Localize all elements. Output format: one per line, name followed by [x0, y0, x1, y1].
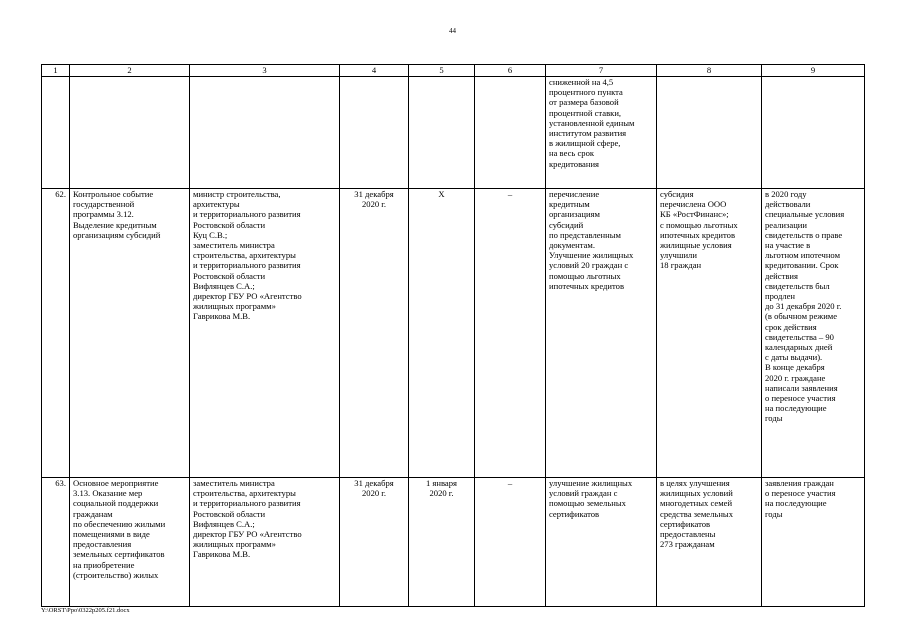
table-body — [42, 77, 865, 607]
cell-text-line: заместитель министра — [193, 240, 275, 251]
cell-text-line: перечисление — [549, 189, 600, 199]
cell-text-line: до 31 декабря 2020 г. — [765, 301, 842, 312]
table-cell-col9 — [762, 77, 865, 189]
cell-text-line: свидетельства – 90 — [765, 331, 834, 342]
cell-text-line: кредитовании. Срок — [765, 260, 839, 271]
cell-text-line: на приобретение — [73, 559, 135, 570]
cell-text-line: Контрольное событие — [73, 189, 154, 199]
table-cell-col9 — [762, 189, 865, 478]
cell-text-line: заместитель министра — [193, 478, 275, 488]
column-header-9: 9 — [762, 65, 865, 77]
cell-text-line: государственной — [73, 199, 135, 210]
cell-text-line: жилищных условий — [660, 488, 733, 499]
cell-text-line: Гаврикова М.В. — [193, 549, 251, 560]
cell-text-line: улучшение жилищных — [549, 478, 633, 488]
cell-text-line: в 2020 году — [765, 189, 807, 199]
cell-text-line: В конце декабря — [765, 362, 825, 373]
cell-text-line: Выделение кредитным — [73, 219, 157, 230]
cell-text-line: Х — [438, 189, 445, 199]
table-cell-col3 — [190, 478, 340, 607]
cell-text-line: директор ГБУ РО «Агентство — [193, 529, 302, 540]
cell-text-line: 2020 г. граждане — [765, 372, 826, 383]
cell-text-line: сертификатов — [549, 508, 600, 519]
cell-text-line: написали заявления — [765, 382, 838, 393]
column-header-3: 3 — [190, 65, 340, 77]
table-cell-col2 — [70, 189, 190, 478]
cell-text-line: свидетельств был — [765, 280, 830, 291]
cell-text-line: 31 декабря — [354, 189, 394, 199]
cell-text-line: программы 3.12. — [73, 209, 134, 220]
cell-text-line: установленной единым — [549, 117, 635, 128]
cell-text-line: предоставлены — [660, 529, 716, 540]
cell-text-line: Куц С.В.; — [193, 229, 228, 240]
table-cell-col8 — [657, 189, 762, 478]
table-cell-col8 — [657, 478, 762, 607]
cell-text-line: улучшили — [660, 250, 697, 261]
column-header-4: 4 — [340, 65, 409, 77]
table-cell-col8 — [657, 77, 762, 189]
column-header-2: 2 — [70, 65, 190, 77]
cell-text-line: 2020 г. — [361, 488, 387, 499]
cell-text-line: 1 января — [425, 478, 457, 488]
cell-text-line: Вифлянцев С.А.; — [193, 518, 255, 529]
cell-text-line: на участие в — [765, 240, 811, 251]
cell-text-line: Ростовской области — [193, 508, 266, 519]
cell-text-line: заявления граждан — [765, 478, 834, 488]
cell-text-line: субсидия — [660, 189, 694, 199]
table-cell-col7 — [546, 77, 657, 189]
cell-text-line: продлен — [765, 291, 796, 302]
table-cell-col5 — [409, 189, 475, 478]
page-number: 44 — [449, 27, 456, 35]
table-cell-col7 — [546, 189, 657, 478]
table-cell-col6 — [475, 77, 546, 189]
cell-text-line: по представленным — [549, 229, 621, 240]
cell-text-line: в жилищной сфере, — [549, 138, 621, 149]
cell-text-line: многодетных семей — [660, 498, 733, 509]
cell-text-line: (строительство) жилых — [73, 569, 159, 580]
cell-text-line: министр строительства, — [193, 189, 281, 199]
cell-text-line: с даты выдачи). — [765, 352, 823, 363]
cell-text-line: сертификатов — [660, 518, 711, 529]
cell-text-line: кредитным — [549, 199, 590, 210]
cell-text-line: льготном ипотечном — [765, 250, 841, 261]
cell-text-line: 31 декабря — [354, 478, 394, 488]
column-header-5: 5 — [409, 65, 475, 77]
cell-text-line: сниженной на 4,5 — [549, 77, 614, 87]
table-cell-col1: 63. — [42, 478, 70, 607]
cell-text-line: срок действия — [765, 321, 817, 332]
cell-text-line: условий граждан с — [549, 488, 618, 499]
cell-text-line: специальные условия — [765, 209, 845, 220]
footer-file-path: Y:\ORST\Ppo\0322p205.f21.docx — [41, 607, 130, 614]
cell-text-line: жилищных программ» — [193, 539, 276, 550]
table-cell-col1: 62. — [42, 189, 70, 478]
column-header-7: 7 — [546, 65, 657, 77]
table-cell-col5 — [409, 478, 475, 607]
cell-text-line: процентного пункта — [549, 87, 623, 98]
cell-text-line: строительства, архитектуры — [193, 250, 296, 261]
cell-text-line: и территориального развития — [193, 498, 301, 509]
cell-text-line: организациям — [549, 209, 600, 220]
cell-text-line: календарных дней — [765, 342, 833, 353]
cell-text-line: в целях улучшения — [660, 478, 730, 488]
cell-text-line: Улучшение жилищных — [549, 250, 634, 261]
cell-text-line: ипотечных кредитов — [660, 229, 736, 240]
cell-text-line: ипотечных кредитов — [549, 280, 625, 291]
cell-text-line: о переносе участия — [765, 488, 836, 499]
table-cell-col2 — [70, 478, 190, 607]
cell-text-line: годы — [765, 413, 783, 424]
column-header-8: 8 — [657, 65, 762, 77]
cell-text-line: институтом развития — [549, 128, 627, 139]
cell-text-line: годы — [765, 508, 783, 519]
table-row — [42, 478, 865, 607]
cell-text-line: на последующие — [765, 498, 827, 509]
table-cell-col4 — [340, 189, 409, 478]
cell-text-line: – — [507, 478, 513, 488]
cell-text-line: процентной ставки, — [549, 107, 622, 118]
cell-text-line: жилищных программ» — [193, 301, 276, 312]
column-number-row — [42, 65, 865, 77]
cell-text-line: от размера базовой — [549, 97, 619, 108]
cell-text-line: Гаврикова М.В. — [193, 311, 251, 322]
cell-text-line: реализации — [765, 219, 807, 230]
cell-text-line: и территориального развития — [193, 260, 301, 271]
cell-text-line: жилищные условия — [660, 240, 732, 251]
table-row — [42, 189, 865, 478]
cell-text-line: на последующие — [765, 403, 827, 414]
cell-text-line: субсидий — [549, 219, 584, 230]
cell-text-line: предоставления — [73, 539, 132, 550]
table-cell-col5 — [409, 77, 475, 189]
table-cell-col9 — [762, 478, 865, 607]
table-cell-col4 — [340, 478, 409, 607]
cell-text-line: 2020 г. — [429, 488, 454, 499]
table-row — [42, 77, 865, 189]
cell-text-line: действовали — [765, 199, 811, 210]
cell-text-line: организациям субсидий — [73, 229, 161, 240]
cell-text-line: документам. — [549, 240, 596, 251]
cell-text-line: 273 гражданам — [660, 539, 715, 550]
cell-text-line: условий 20 граждан с — [549, 260, 629, 271]
column-header-1: 1 — [42, 65, 70, 77]
table-cell-col6 — [475, 189, 546, 478]
table-cell-col4 — [340, 77, 409, 189]
cell-text-line: земельных сертификатов — [73, 549, 165, 560]
cell-text-line: КБ «РостФинанс»; — [660, 209, 729, 220]
table-cell-col3 — [190, 77, 340, 189]
cell-text-line: средства земельных — [660, 508, 734, 519]
cell-text-line: помощью земельных — [549, 498, 626, 509]
cell-text-line: Основное мероприятие — [73, 478, 159, 488]
cell-text-line: на весь срок — [549, 148, 595, 159]
table-cell-col7 — [546, 478, 657, 607]
cell-text-line: с помощью льготных — [660, 219, 738, 230]
cell-text-line: Ростовской области — [193, 219, 266, 230]
cell-text-line: кредитования — [549, 158, 599, 169]
cell-text-line: о переносе участия — [765, 393, 836, 404]
cell-text-line: архитектуры — [193, 199, 240, 210]
cell-text-line: – — [507, 189, 513, 199]
cell-text-line: Вифлянцев С.А.; — [193, 280, 255, 291]
cell-text-line: строительства, архитектуры — [193, 488, 296, 499]
table-cell-col3 — [190, 189, 340, 478]
cell-text-line: социальной поддержки — [73, 498, 159, 509]
column-header-6: 6 — [475, 65, 546, 77]
table-cell-col2 — [70, 77, 190, 189]
cell-text-line: 3.13. Оказание мер — [73, 488, 143, 499]
cell-text-line: Ростовской области — [193, 270, 266, 281]
cell-text-line: 18 граждан — [660, 260, 702, 271]
report-table — [41, 64, 865, 607]
cell-text-line: перечислена ООО — [660, 199, 727, 210]
cell-text-line: директор ГБУ РО «Агентство — [193, 291, 302, 302]
table-cell-col1 — [42, 77, 70, 189]
cell-text-line: помощью льготных — [549, 270, 621, 281]
cell-text-line: действия — [765, 270, 798, 281]
cell-text-line: (в обычном режиме — [765, 311, 838, 322]
cell-text-line: и территориального развития — [193, 209, 301, 220]
cell-text-line: помещениями в виде — [73, 529, 150, 540]
cell-text-line: 2020 г. — [361, 199, 387, 210]
cell-text-line: гражданам — [73, 508, 113, 519]
cell-text-line: по обеспечению жилыми — [73, 518, 166, 529]
cell-text-line: свидетельств о праве — [765, 229, 843, 240]
table-cell-col6 — [475, 478, 546, 607]
